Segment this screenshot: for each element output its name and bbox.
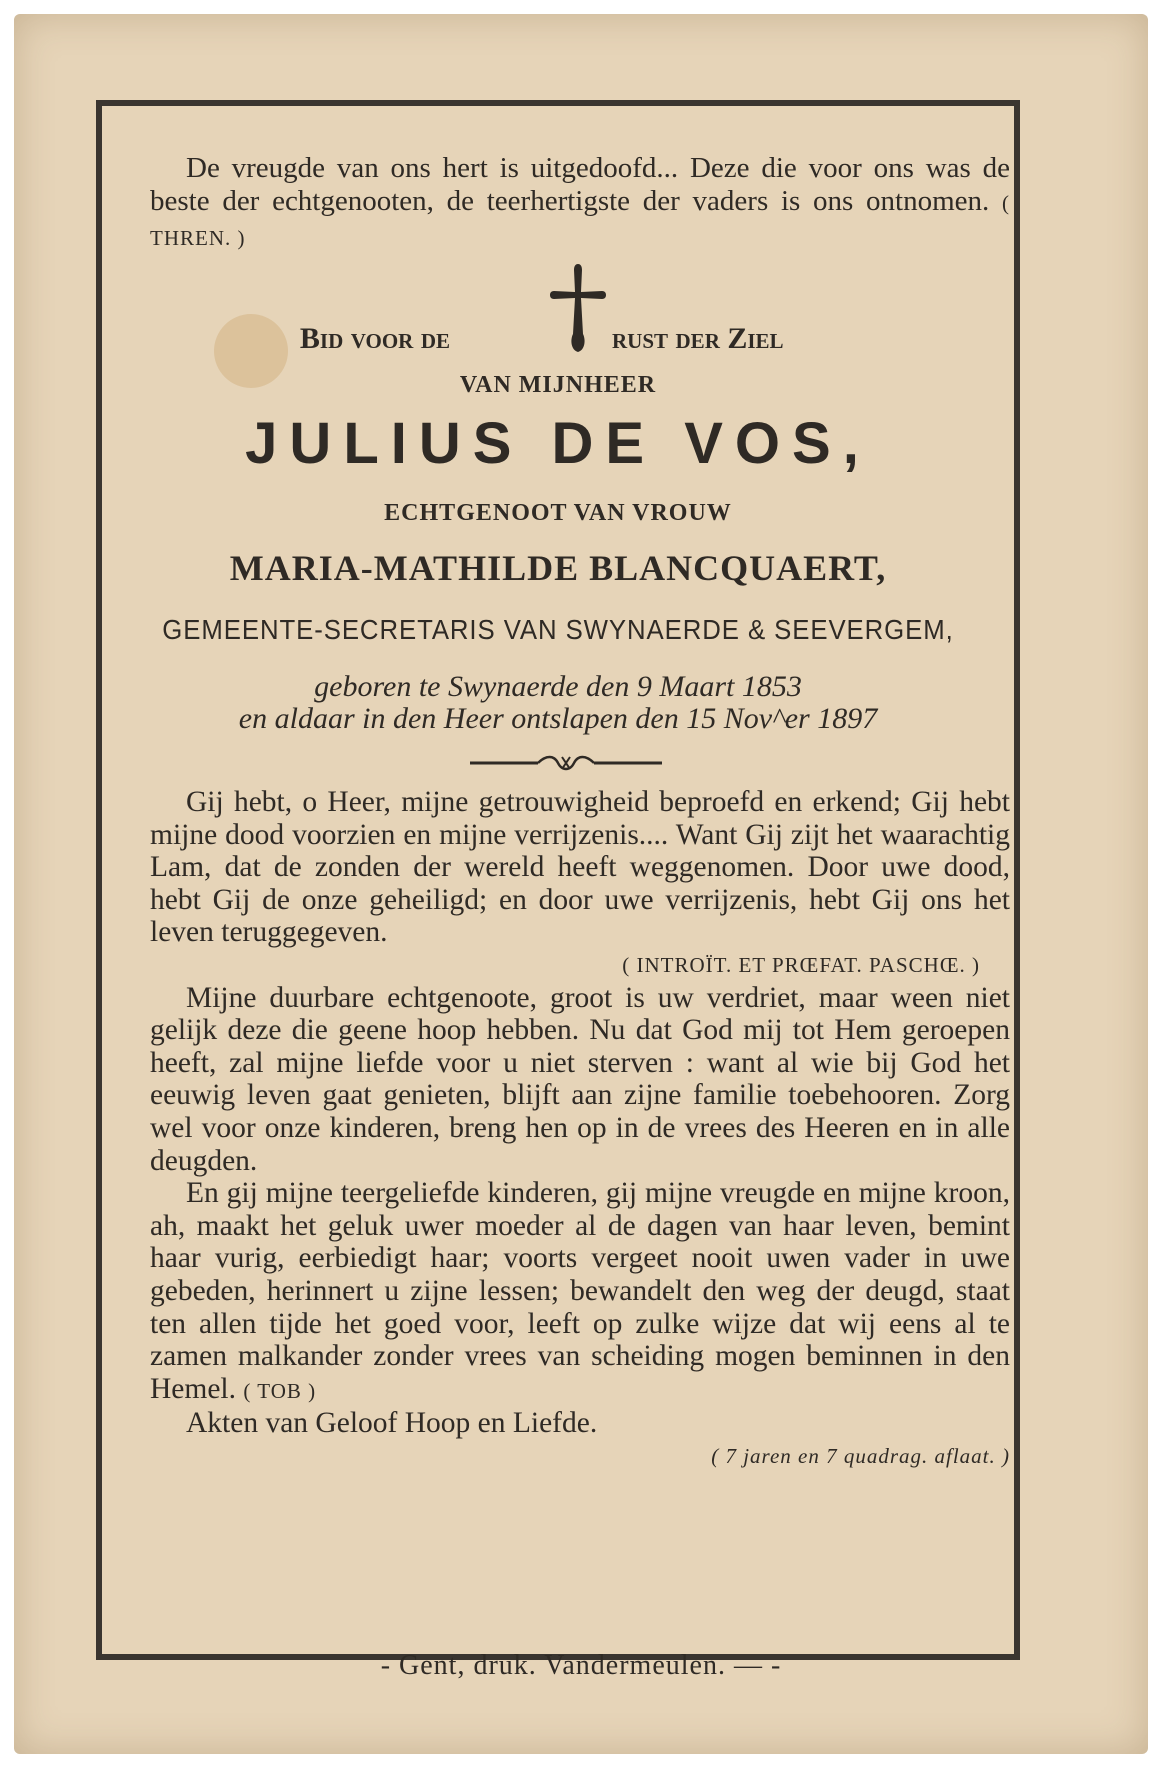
death-line: en aldaar in den Heer ontslapen den 15 Nov^er 1897 [238, 702, 878, 735]
ornament-divider [466, 753, 666, 773]
reference-3: ( TOB ) [243, 1378, 317, 1403]
quote-reference: ( THREN. ) [150, 191, 1011, 250]
prayer-right: rust der Ziel [612, 322, 784, 355]
quote-text: De vreugde van ons hert is uitgedoofd... Deze die voor ons was de beste der echtgenooten, de teerhertigste der vaders is ons ontnomen. [150, 152, 1010, 217]
van-mijnheer: VAN MIJNHEER [459, 372, 657, 398]
deceased-name: JULIUS DE VOS, [245, 411, 871, 476]
spouse-name: MARIA-MATHILDE BLANCQUAERT, [229, 548, 887, 588]
paragraph-3 [150, 1177, 1010, 1407]
reference-1: ( INTROÏT. ET PRŒFAT. PASCHŒ. ) [622, 952, 980, 977]
reference-4: ( 7 jaren en 7 quadrag. aflaat. ) [711, 1443, 1010, 1468]
paragraph-4: Akten van Geloof Hoop en Liefde. [186, 1407, 598, 1440]
cross-icon [548, 262, 608, 354]
prayer-line [150, 262, 1010, 355]
paragraph-2: Mijne duurbare echtgenoote, groot is uw verdriet, maar ween niet gelijk deze die geene hoop hebben. Nu dat God mij tot Hem geroepen heeft, zal mijne liefde voor u niet sterven : want al wie bij God het eeuwig leven gaat genieten, blijft aan zijne familie toebehooren. Zorg wel voor onze kinderen, breng hen op in de vrees des Heeren en in alle deugden. [150, 981, 1010, 1177]
memorial-text [150, 786, 1010, 1472]
paragraph-1: Gij hebt, o Heer, mijne getrouwigheid beproefd en erkend; Gij hebt mijne dood voorzien en mijne verrijzenis.... Want Gij zijt het waarachtig Lam, dat de zonden der wereld heeft weggenomen. Door uwe dood, hebt Gij de onze geheiligd; en door uwe verrijzenis, hebt Gij ons het leven teruggegeven. [150, 786, 1010, 949]
paragraph-3-text: En gij mijne teergeliefde kinderen, gij mijne vreugde en mijne kroon, ah, maakt het geluk uwer moeder al de dagen van haar leven, bemint haar vurig, eerbiedigt haar; voorts vergeet nooit uwen vader in uwe gebeden, herinnert u zijne lessen; bewandelt den weg der deugd, staat ten allen tijde het goed voor, leeft op zulke wijze dat wij eens al te zamen malkander zonder vrees van scheiding mogen beminnen in den Hemel. [150, 1177, 1010, 1405]
prayer-left: Bid voor de [299, 322, 450, 355]
birth-line: geboren te Swynaerde den 9 Maart 1853 [314, 670, 802, 703]
profession: GEMEENTE-SECRETARIS VAN SWYNAERDE & SEEVERGEM, [162, 614, 954, 645]
opening-quote [150, 152, 1010, 255]
printer-credit: - Gent, druk. Vandermeulen. — - [380, 1650, 782, 1681]
spouse-prefix: ECHTGENOOT VAN VROUW [384, 500, 732, 526]
